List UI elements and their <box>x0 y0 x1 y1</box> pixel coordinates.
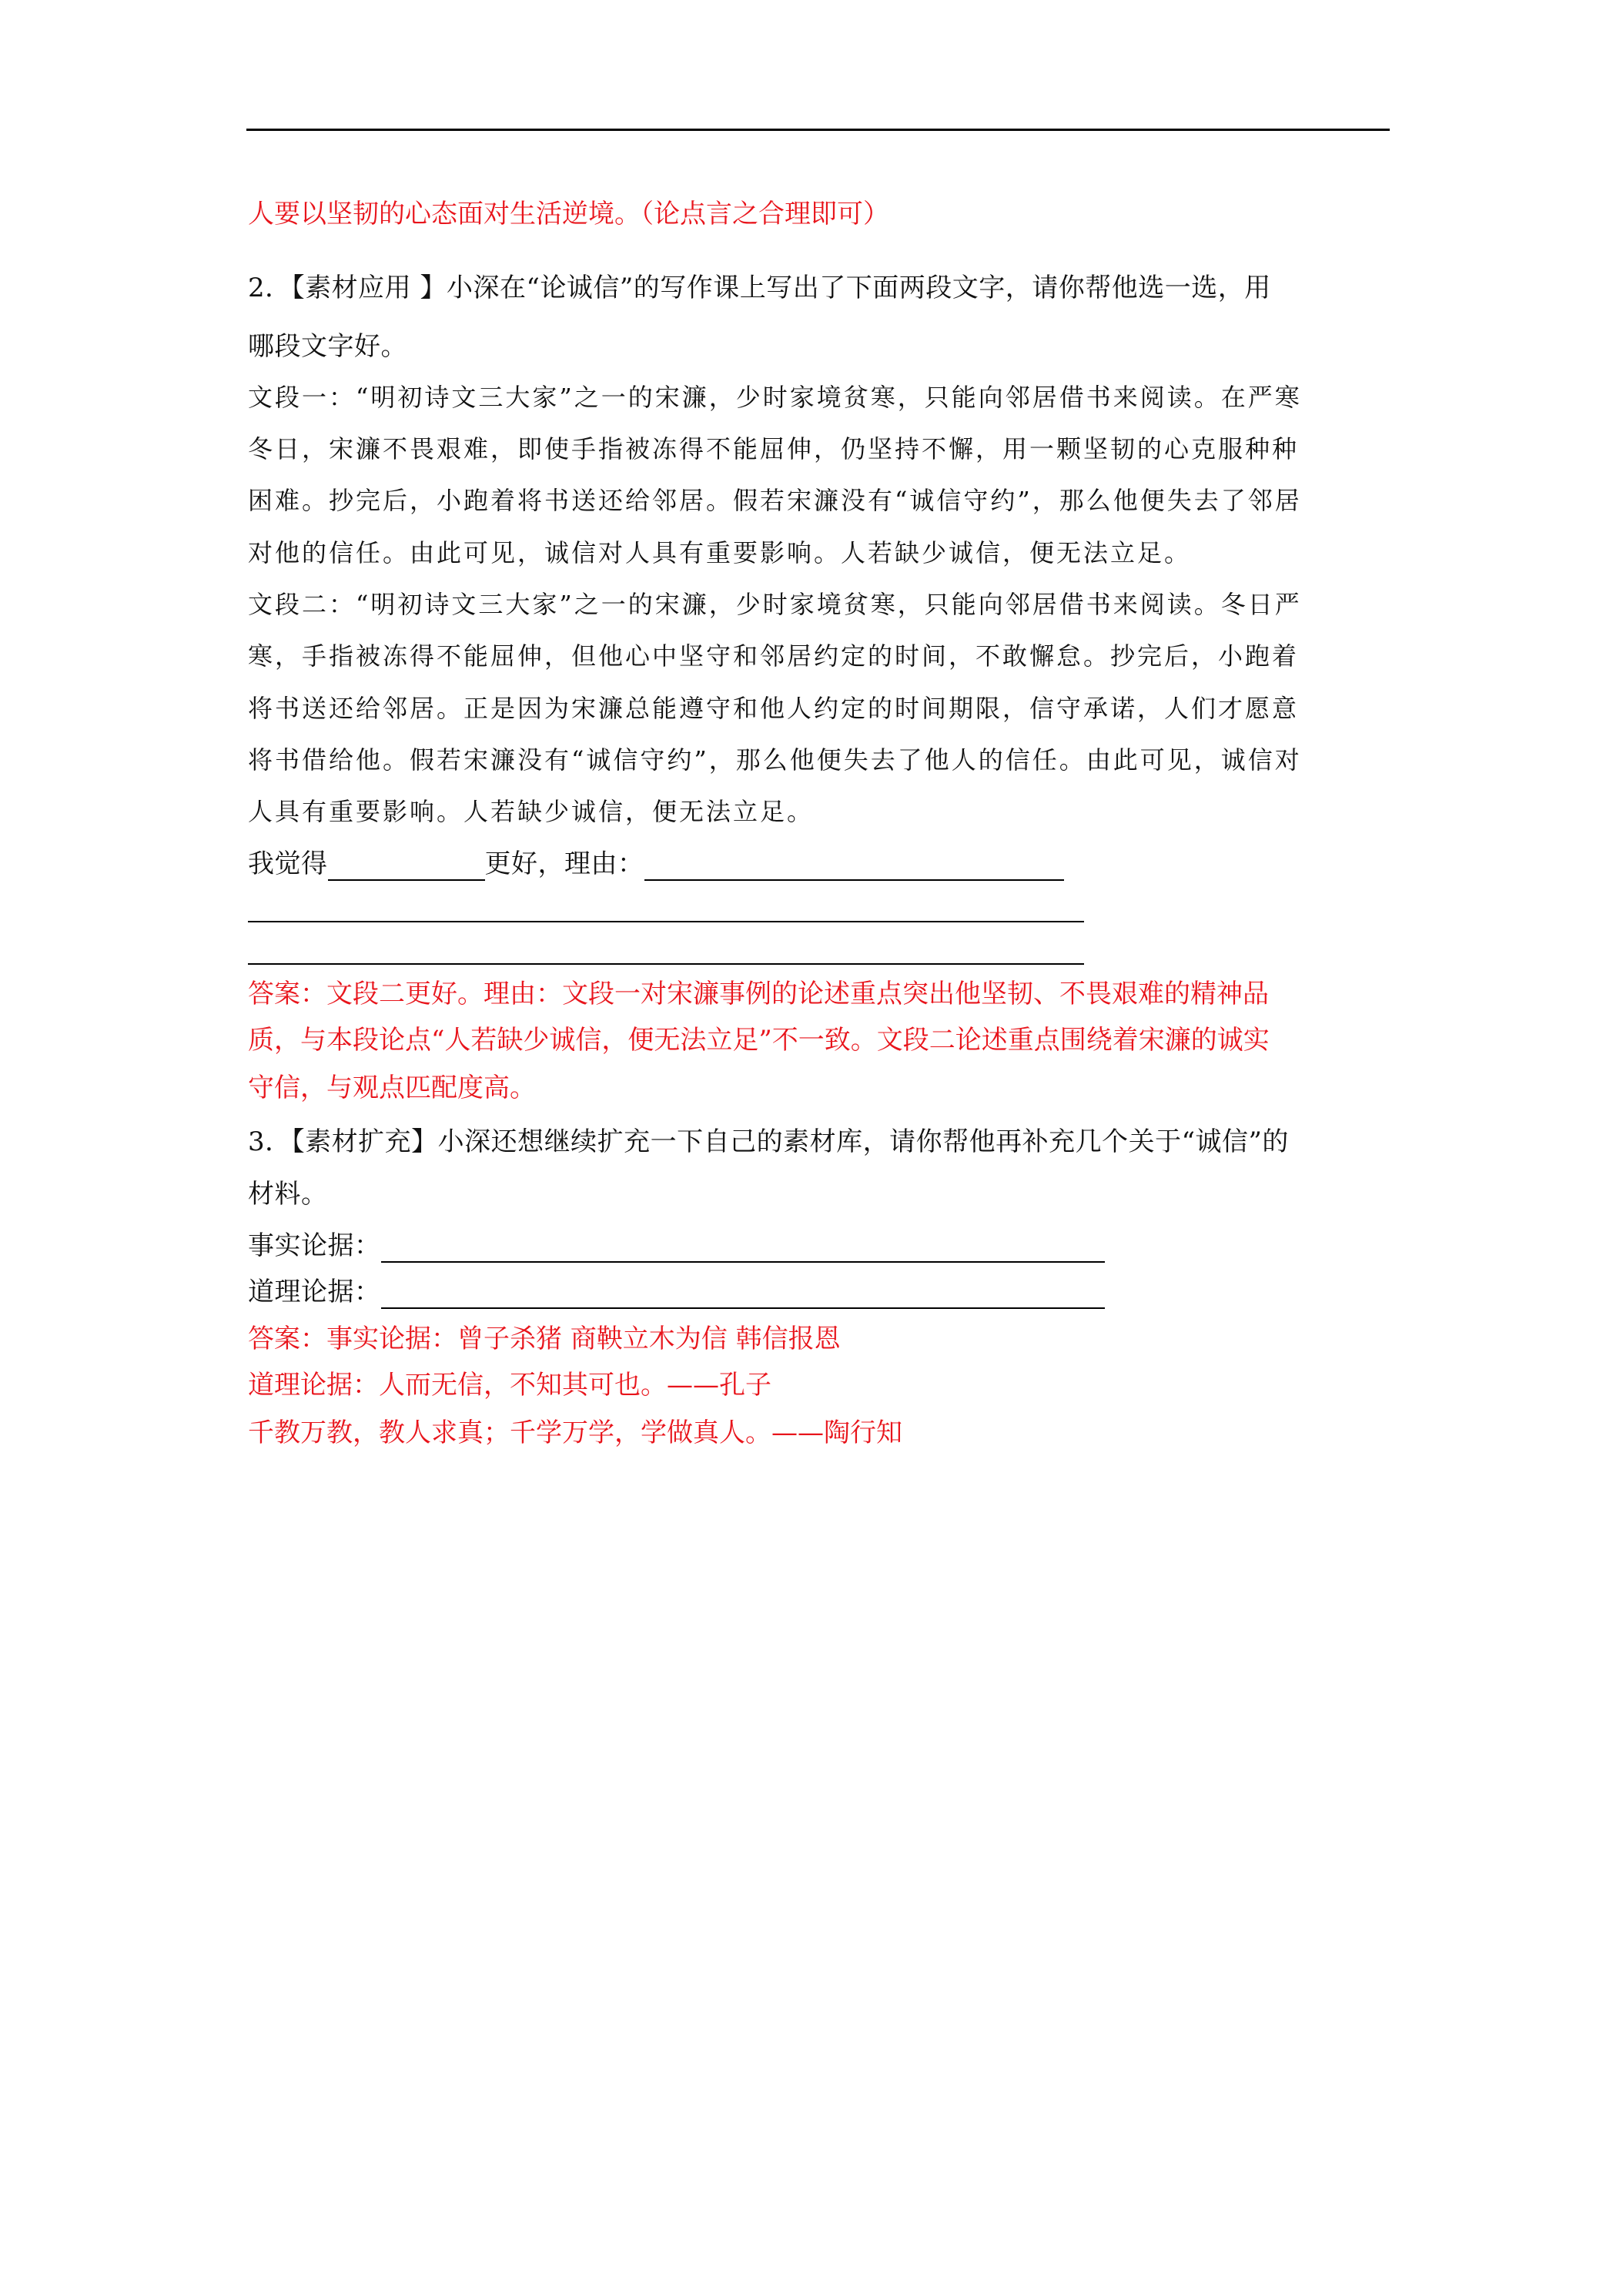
reason-evidence-blank[interactable] <box>381 1280 1105 1309</box>
fact-evidence-label: 事实论据： <box>248 1230 381 1261</box>
q3-prompt-line-2: 材料。 <box>248 1179 328 1210</box>
fact-evidence-line <box>248 1229 1105 1263</box>
q2-answer-line-1: 答案：文段二更好。理由：文段一对宋濂事例的论述重点突出他坚韧、不畏艰难的精神品 <box>248 979 1269 1009</box>
q2-prompt-line-1: 2．【素材应用 】小深在“论诚信”的写作课上写出了下面两段文字，请你帮他选一选，用 <box>248 273 1271 303</box>
excerpt-1-line-3: 困难。抄完后，小跑着将书送还给邻居。假若宋濂没有“诚信守约”，那么他便失去了邻居 <box>248 486 1302 515</box>
q2-answer-line-3: 守信，与观点匹配度高。 <box>248 1073 536 1103</box>
q2-fill-in-line <box>248 847 1064 881</box>
excerpt-2-line-4: 将书借给他。假若宋濂没有“诚信守约”，那么他便失去了他人的信任。由此可见，诚信对 <box>248 745 1302 775</box>
q3-answer-line-3: 千教万教，教人求真；千学万学，学做真人。——陶行知 <box>248 1417 902 1448</box>
reason-evidence-label: 道理论据： <box>248 1277 381 1307</box>
reason-evidence-line <box>248 1275 1105 1309</box>
choice-blank[interactable] <box>328 852 485 881</box>
q3-answer-line-2: 道理论据：人而无信，不知其可也。——孔子 <box>248 1370 771 1401</box>
reason-blank-line-2[interactable] <box>248 921 1084 922</box>
excerpt-2-line-5: 人具有重要影响。人若缺少诚信，便无法立足。 <box>248 797 815 826</box>
reason-blank-line-3[interactable] <box>248 963 1084 965</box>
excerpt-1-line-2: 冬日，宋濂不畏艰难，即使手指被冻得不能屈伸，仍坚持不懈，用一颗坚韧的心克服种种 <box>248 434 1300 464</box>
excerpt-2-line-2: 寒，手指被冻得不能屈伸，但他心中坚守和邻居约定的时间，不敢懈怠。抄完后，小跑着 <box>248 641 1300 671</box>
excerpt-2-line-3: 将书送还给邻居。正是因为宋濂总能遵守和他人约定的时间期限，信守承诺，人们才愿意 <box>248 694 1300 723</box>
q3-prompt-line-1: 3．【素材扩充】小深还想继续扩充一下自己的素材库，请你帮他再补充几个关于“诚信”的 <box>248 1126 1289 1157</box>
header-rule <box>246 129 1390 131</box>
fill-prefix: 我觉得 <box>248 848 328 879</box>
excerpt-2-line-1: 文段二：“明初诗文三大家”之一的宋濂，少时家境贫寒，只能向邻居借书来阅读。冬日严 <box>248 590 1302 619</box>
reason-blank[interactable] <box>644 852 1064 881</box>
carryover-answer: 人要以坚韧的心态面对生活逆境。（论点言之合理即可） <box>248 199 889 229</box>
excerpt-1-line-4: 对他的信任。由此可见，诚信对人具有重要影响。人若缺少诚信，便无法立足。 <box>248 538 1192 567</box>
excerpt-1-line-1: 文段一：“明初诗文三大家”之一的宋濂，少时家境贫寒，只能向邻居借书来阅读。在严寒 <box>248 383 1302 412</box>
q3-answer-line-1: 答案：事实论据：曾子杀猪 商鞅立木为信 韩信报恩 <box>248 1324 841 1354</box>
q2-prompt-line-2: 哪段文字好。 <box>248 331 407 362</box>
fill-middle: 更好，理由： <box>484 848 644 879</box>
fact-evidence-blank[interactable] <box>381 1233 1105 1263</box>
q2-answer-line-2: 质，与本段论点“人若缺少诚信，便无法立足”不一致。文段二论述重点围绕着宋濂的诚实 <box>248 1025 1270 1056</box>
